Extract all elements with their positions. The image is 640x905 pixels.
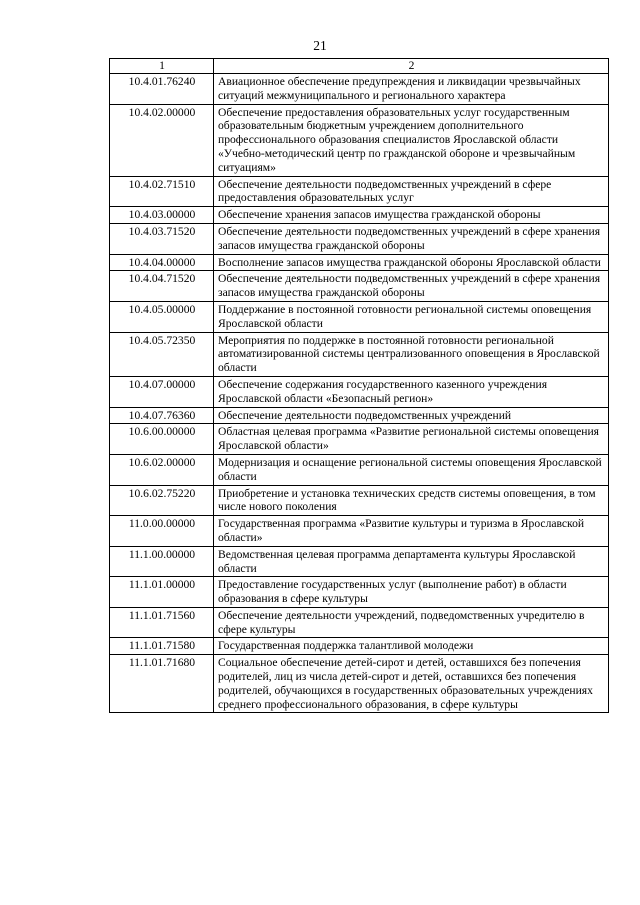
row-code-cell: 11.1.01.71680	[110, 655, 214, 713]
row-code-cell: 10.4.07.76360	[110, 407, 214, 424]
row-name-cell: Предоставление государственных услуг (выполнение работ) в области образования в сфере культуры	[214, 577, 609, 608]
column-header-name: 2	[214, 59, 609, 74]
table-row	[110, 638, 609, 655]
table-row	[110, 207, 609, 224]
row-name-cell: Авиационное обеспечение предупреждения и ликвидации чрезвычайных ситуаций межмуниципального и регионального характера	[214, 74, 609, 105]
table-row	[110, 223, 609, 254]
table-row	[110, 271, 609, 302]
row-code-cell: 10.4.02.71510	[110, 176, 214, 207]
table-row	[110, 454, 609, 485]
row-code-cell: 10.4.04.00000	[110, 254, 214, 271]
row-name-cell: Обеспечение предоставления образовательных услуг государственным образовательным бюджетным учреждением дополнительного профессионального образования специалистов Ярославской области «Учебно-методический центр по гражданской обороне и чрезвычайным ситуациям»	[214, 104, 609, 176]
row-code-cell: 10.4.02.00000	[110, 104, 214, 176]
table-row	[110, 74, 609, 105]
table-row	[110, 577, 609, 608]
row-code-cell: 11.1.01.71560	[110, 607, 214, 638]
table-row	[110, 176, 609, 207]
row-code-cell: 10.4.03.00000	[110, 207, 214, 224]
table-row	[110, 301, 609, 332]
row-name-cell: Областная целевая программа «Развитие региональной системы оповещения Ярославской области»	[214, 424, 609, 455]
row-name-cell: Поддержание в постоянной готовности региональной системы оповещения Ярославской области	[214, 301, 609, 332]
row-name-cell: Мероприятия по поддержке в постоянной готовности региональной автоматизированной системы централизованного оповещения в Ярославской области	[214, 332, 609, 376]
row-name-cell: Обеспечение деятельности подведомственных учреждений в сфере предоставления образовательных услуг	[214, 176, 609, 207]
page-number: 21	[313, 38, 327, 53]
row-name-cell: Обеспечение деятельности подведомственных учреждений	[214, 407, 609, 424]
table-row	[110, 254, 609, 271]
row-name-cell: Государственная программа «Развитие культуры и туризма в Ярославской области»	[214, 516, 609, 547]
row-code-cell: 10.6.00.00000	[110, 424, 214, 455]
row-code-cell: 10.6.02.75220	[110, 485, 214, 516]
row-name-cell: Приобретение и установка технических средств системы оповещения, в том числе нового поколения	[214, 485, 609, 516]
table-row	[110, 546, 609, 577]
table-header-row	[110, 59, 609, 74]
row-code-cell: 11.1.01.71580	[110, 638, 214, 655]
row-code-cell: 10.4.05.00000	[110, 301, 214, 332]
table-row	[110, 104, 609, 176]
table-row	[110, 407, 609, 424]
row-name-cell: Обеспечение деятельности подведомственных учреждений в сфере хранения запасов имущества гражданской обороны	[214, 223, 609, 254]
table-row	[110, 376, 609, 407]
row-code-cell: 10.4.03.71520	[110, 223, 214, 254]
row-name-cell: Восполнение запасов имущества гражданской обороны Ярославской области	[214, 254, 609, 271]
budget-classification-table	[109, 58, 609, 713]
row-code-cell: 10.4.07.00000	[110, 376, 214, 407]
table-row	[110, 655, 609, 713]
table-row	[110, 607, 609, 638]
table-row	[110, 516, 609, 547]
row-code-cell: 11.1.01.00000	[110, 577, 214, 608]
row-name-cell: Обеспечение содержания государственного казенного учреждения Ярославской области «Безопасный регион»	[214, 376, 609, 407]
row-code-cell: 11.1.00.00000	[110, 546, 214, 577]
row-code-cell: 10.4.04.71520	[110, 271, 214, 302]
table-row	[110, 332, 609, 376]
row-code-cell: 10.4.01.76240	[110, 74, 214, 105]
row-name-cell: Обеспечение хранения запасов имущества гражданской обороны	[214, 207, 609, 224]
row-name-cell: Ведомственная целевая программа департамента культуры Ярославской области	[214, 546, 609, 577]
row-name-cell: Государственная поддержка талантливой молодежи	[214, 638, 609, 655]
table-row	[110, 485, 609, 516]
row-code-cell: 10.6.02.00000	[110, 454, 214, 485]
row-name-cell: Модернизация и оснащение региональной системы оповещения Ярославской области	[214, 454, 609, 485]
column-header-code: 1	[110, 59, 214, 74]
table-row	[110, 424, 609, 455]
row-name-cell: Обеспечение деятельности учреждений, подведомственных учредителю в сфере культуры	[214, 607, 609, 638]
row-code-cell: 10.4.05.72350	[110, 332, 214, 376]
row-code-cell: 11.0.00.00000	[110, 516, 214, 547]
table-body	[110, 74, 609, 713]
row-name-cell: Обеспечение деятельности подведомственных учреждений в сфере хранения запасов имущества гражданской обороны	[214, 271, 609, 302]
row-name-cell: Социальное обеспечение детей-сирот и детей, оставшихся без попечения родителей, лиц из числа детей-сирот и детей, оставшихся без попечения родителей, обучающихся в государственных образовательных учреждениях среднего профессионального образования, в сфере культуры	[214, 655, 609, 713]
